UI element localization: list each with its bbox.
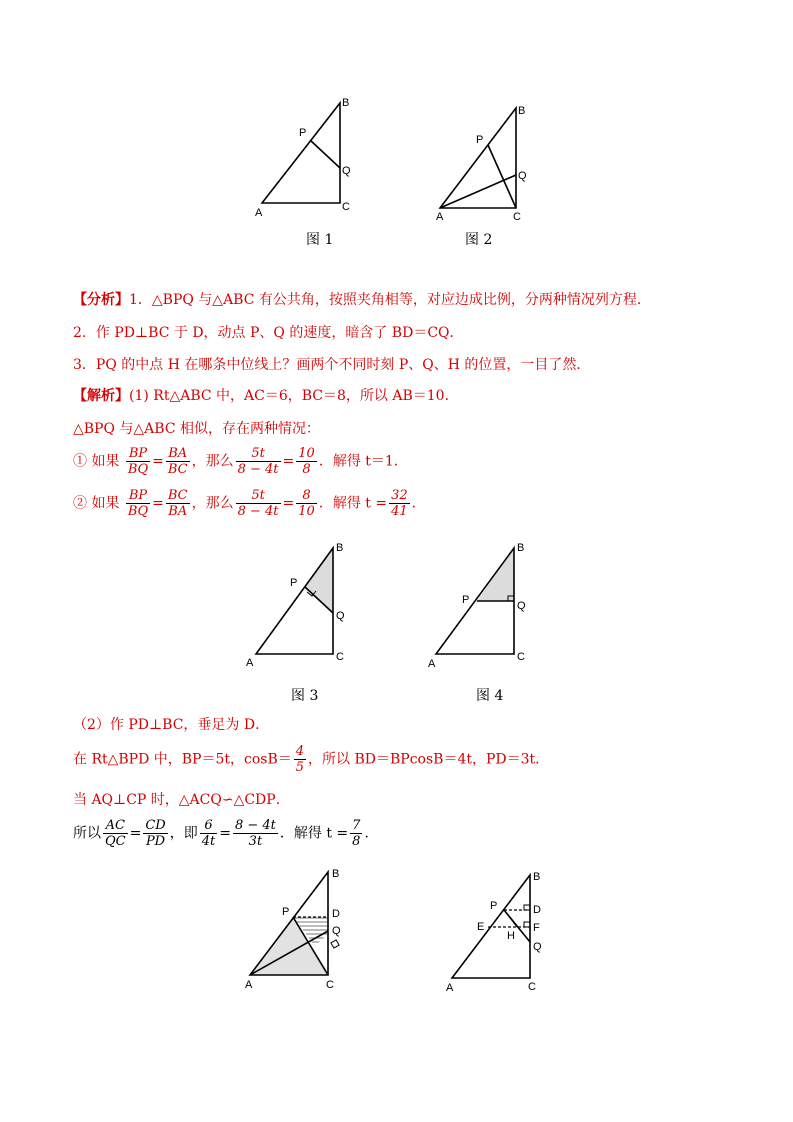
case1-mid: ，那么 bbox=[191, 453, 234, 470]
analysis-tag: 【分析】 bbox=[73, 292, 129, 308]
caption-figure-2: 图 2 bbox=[465, 232, 493, 248]
part2-line-2 bbox=[73, 744, 549, 775]
case2-prefix: ② 如果 bbox=[73, 495, 120, 512]
part2-frac-3 bbox=[143, 818, 167, 849]
solution-line-2: △BPQ 与△ABC 相似，存在两种情况： bbox=[73, 421, 320, 437]
figure-4 bbox=[436, 548, 514, 654]
part2-f4-den: 4t bbox=[201, 834, 216, 849]
part2-f6-num: 7 bbox=[352, 818, 361, 833]
figure-5 bbox=[250, 872, 339, 975]
case1-f1-den: BQ bbox=[127, 462, 149, 477]
part2-line4-b: ，即 bbox=[169, 825, 198, 842]
case2-f4-num: 8 bbox=[296, 488, 317, 504]
part2-line-3: 当 AQ⊥CP 时，△ACQ∽△CDP． bbox=[73, 792, 290, 808]
case2-f1-den: BQ bbox=[127, 504, 149, 519]
case2-f3-den: 8 − 4t bbox=[237, 504, 279, 519]
part2-f4-num: 6 bbox=[200, 818, 218, 834]
fig3-label-c: C bbox=[336, 651, 344, 663]
fig4-label-a: A bbox=[428, 658, 436, 670]
fig5-label-c: C bbox=[326, 979, 334, 991]
fig4-label-q: Q bbox=[517, 600, 526, 612]
case2-f1-num: BP bbox=[126, 488, 150, 504]
part2-frac-5 bbox=[233, 818, 278, 849]
fig3-label-q: Q bbox=[336, 610, 345, 622]
fig4-label-c: C bbox=[517, 651, 525, 663]
fig5-label-b: B bbox=[332, 868, 340, 880]
analysis-line-1 bbox=[73, 289, 651, 311]
figure-2 bbox=[440, 108, 516, 208]
fig5-label-a: A bbox=[245, 979, 253, 991]
case-1 bbox=[73, 446, 408, 477]
caption-figure-4: 图 4 bbox=[476, 688, 504, 704]
case2-f5-num: 32 bbox=[391, 488, 408, 503]
analysis-text-1: 1．△BPQ 与△ABC 有公共角，按照夹角相等，对应边成比例，分两种情况列方程． bbox=[129, 292, 651, 308]
part2-line-4: 所以 $\frac{AC}{QC}$ = $\frac{CD}{PD}$ ，即 $\frac{6}{4t}$ = $\frac{8 - 4t}{3t}$ ．解得 t = $\frac{7}{8}$ ． bbox=[73, 818, 379, 849]
fig6-label-f: F bbox=[533, 922, 540, 934]
part2-frac-6 bbox=[350, 818, 362, 849]
part2-line2-b: ，所以 BD＝BPcosB＝4t，PD＝3t． bbox=[308, 751, 550, 768]
fig2-label-q: Q bbox=[518, 170, 527, 182]
fig6-label-h: H bbox=[507, 930, 515, 942]
case1-eq: = bbox=[152, 453, 164, 470]
analysis-line-3: 3．PQ 的中点 H 在哪条中位线上？画两个不同时刻 P、Q、H 的位置，一目了然． bbox=[73, 357, 591, 373]
part2-f5-num: 8 − 4t bbox=[234, 818, 276, 833]
fig3-label-p: P bbox=[290, 577, 298, 589]
fig3-label-a: A bbox=[246, 657, 254, 669]
figure-6 bbox=[452, 875, 530, 978]
fig2-label-b: B bbox=[518, 105, 526, 117]
part2-f1-den: 5 bbox=[295, 760, 305, 775]
fig5-label-p: P bbox=[282, 906, 290, 918]
fig6-label-p: P bbox=[490, 900, 498, 912]
case2-frac-4 bbox=[296, 488, 317, 519]
part2-f5-den: 3t bbox=[248, 834, 263, 849]
figure-1 bbox=[262, 103, 340, 203]
case1-f1-num: BP bbox=[126, 446, 150, 462]
solution-text-1: (1) Rt△ABC 中，AC＝6，BC＝8，所以 AB＝10． bbox=[129, 388, 459, 404]
case2-f3-num: 5t bbox=[236, 488, 281, 504]
fig2-label-a: A bbox=[436, 211, 444, 223]
case-2 bbox=[73, 488, 426, 519]
part2-line4-d: ． bbox=[364, 825, 379, 842]
fig1-label-a: A bbox=[255, 207, 263, 219]
part2-f1-num: 4 bbox=[295, 744, 305, 759]
fig4-label-b: B bbox=[517, 542, 525, 554]
part2-f2-den: QC bbox=[105, 834, 126, 849]
caption-figure-1: 图 1 bbox=[306, 232, 334, 248]
case2-frac-1 bbox=[126, 488, 150, 519]
part2-frac-1 bbox=[294, 744, 306, 775]
fig6-label-q: Q bbox=[533, 941, 542, 953]
fig5-label-q: Q bbox=[332, 925, 341, 937]
case1-f3-den: 8 − 4t bbox=[237, 462, 279, 477]
case1-frac-2 bbox=[166, 446, 190, 477]
case2-f4-den: 10 bbox=[298, 504, 315, 519]
analysis-line-2: 2．作 PD⊥BC 于 D，动点 P、Q 的速度，暗含了 BD＝CQ． bbox=[73, 325, 464, 341]
part2-f3-den: PD bbox=[145, 834, 166, 849]
case1-f4-num: 10 bbox=[298, 446, 315, 461]
case1-f2-num: BA bbox=[166, 446, 190, 462]
part2-frac-2 bbox=[103, 818, 128, 849]
case1-frac-1 bbox=[126, 446, 150, 477]
case1-frac-4 bbox=[296, 446, 317, 477]
fig5-label-d: D bbox=[332, 908, 340, 920]
fig1-label-c: C bbox=[342, 201, 350, 213]
case1-frac-3 bbox=[236, 446, 281, 477]
case2-mid: ，那么 bbox=[191, 495, 234, 512]
part2-line4-a: 所以 bbox=[73, 825, 101, 842]
case2-f2-num: BC bbox=[167, 488, 188, 503]
fig6-label-e: E bbox=[477, 921, 485, 933]
case2-eq: = bbox=[152, 495, 164, 512]
fig3-label-b: B bbox=[336, 542, 344, 554]
part2-f2-num: AC bbox=[103, 818, 128, 834]
case2-frac-2 bbox=[166, 488, 190, 519]
case2-eq-2: = bbox=[282, 495, 295, 512]
case2-f5-den: 41 bbox=[391, 504, 408, 519]
case2-frac-3 bbox=[236, 488, 281, 519]
fig6-label-c: C bbox=[528, 981, 536, 993]
fig6-label-d: D bbox=[533, 904, 541, 916]
caption-figure-3: 图 3 bbox=[291, 688, 319, 704]
case1-eq-2: = bbox=[282, 453, 295, 470]
part2-f3-num: CD bbox=[145, 818, 166, 833]
case2-frac-5 bbox=[389, 488, 410, 519]
part2-line4-c: ．解得 t = bbox=[279, 825, 349, 842]
case1-f3-num: 5t bbox=[236, 446, 281, 462]
fig2-label-p: P bbox=[476, 134, 484, 146]
fig1-label-q: Q bbox=[342, 165, 351, 177]
fig2-label-c: C bbox=[513, 211, 521, 223]
figure-3 bbox=[256, 548, 333, 654]
case2-end-b: ． bbox=[411, 495, 426, 512]
fig4-label-p: P bbox=[462, 594, 470, 606]
case1-f4-den: 8 bbox=[302, 462, 311, 477]
part2-frac-4 bbox=[200, 818, 218, 849]
fig6-label-a: A bbox=[446, 982, 454, 994]
case1-prefix: ① 如果 bbox=[73, 453, 120, 470]
part2-line2-a: 在 Rt△BPD 中，BP＝5t，cosB＝ bbox=[73, 751, 292, 768]
fig6-label-b: B bbox=[533, 871, 541, 883]
case1-f2-den: BC bbox=[167, 462, 188, 477]
fig1-label-p: P bbox=[299, 127, 307, 139]
part2-line-1: （2）作 PD⊥BC，垂足为 D． bbox=[73, 717, 270, 733]
part2-f6-den: 8 bbox=[352, 834, 361, 849]
solution-line-1 bbox=[73, 385, 459, 407]
case2-end-a: ．解得 t = bbox=[318, 495, 388, 512]
solution-tag: 【解析】 bbox=[73, 388, 129, 404]
case2-f2-den: BA bbox=[168, 504, 188, 519]
case1-end: ．解得 t＝1． bbox=[318, 453, 408, 470]
fig1-label-b: B bbox=[342, 97, 350, 109]
